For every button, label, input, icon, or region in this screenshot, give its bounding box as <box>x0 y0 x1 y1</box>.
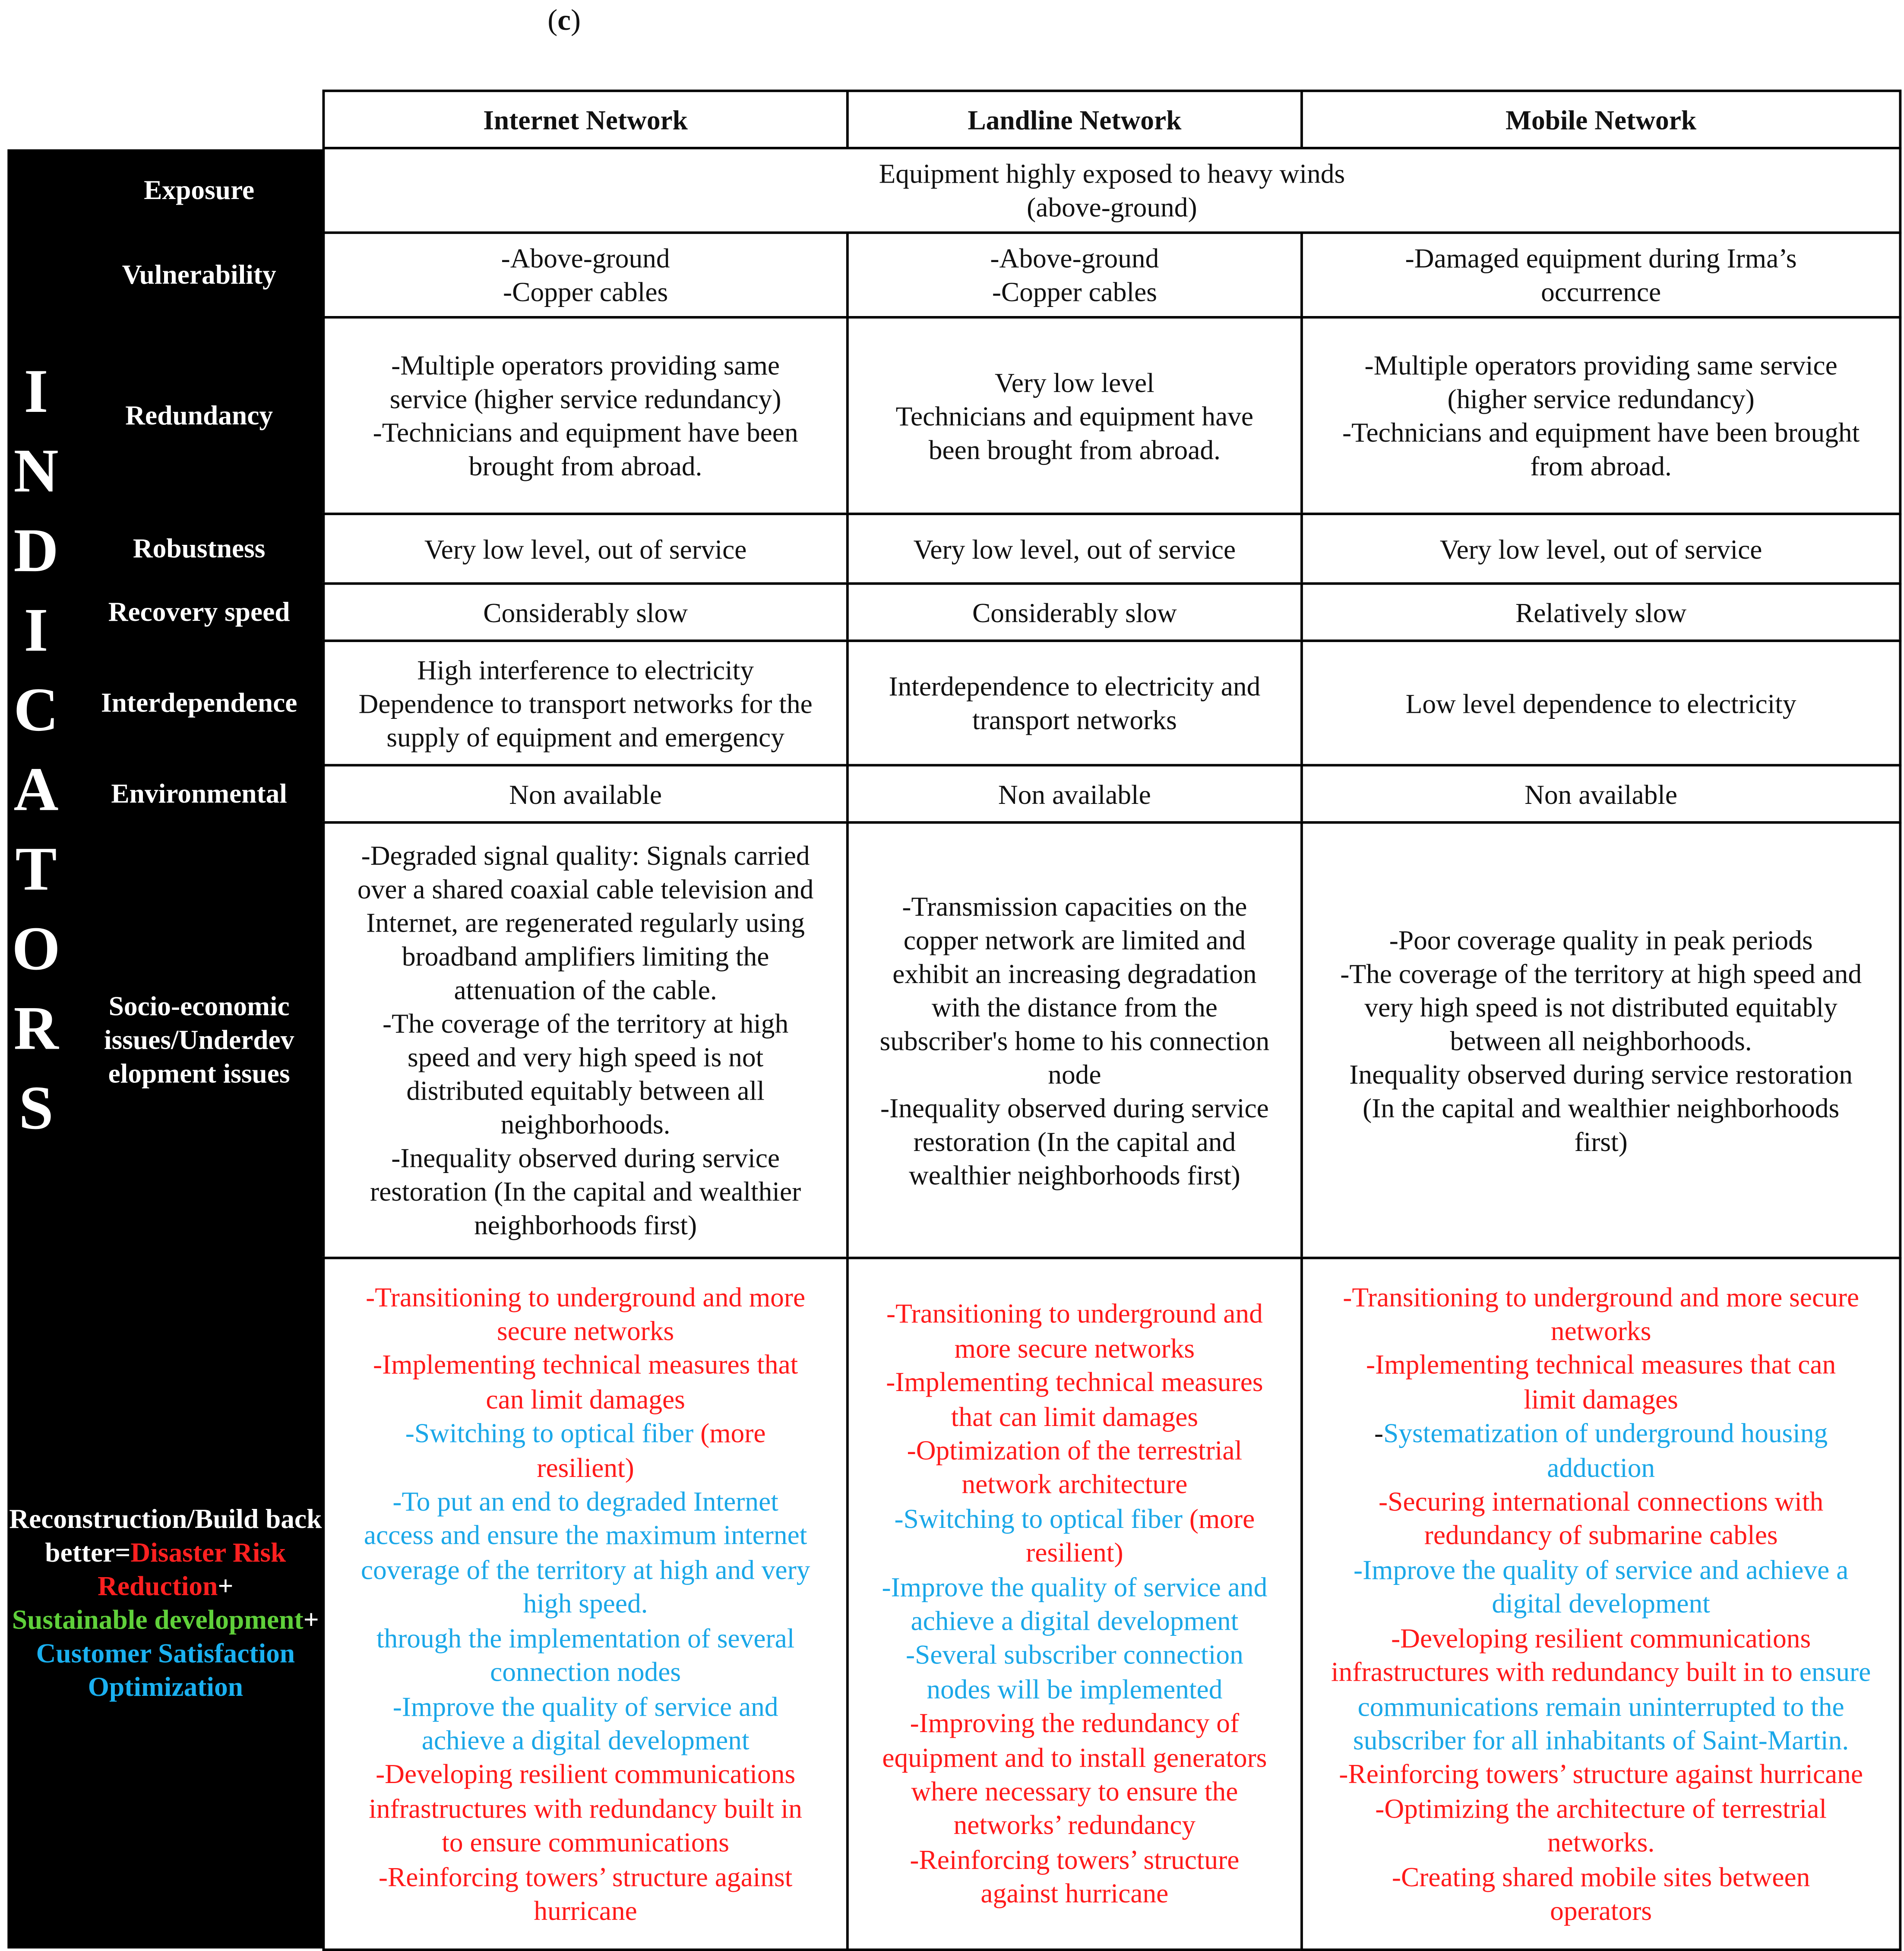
reco-label-disaster: Disaster Risk Reduction <box>98 1537 286 1602</box>
table-cell <box>1300 512 1901 585</box>
row-label <box>79 582 318 640</box>
column-header-landline-network: Landline Network <box>846 90 1303 149</box>
measure-item: -Developing resilient communications infrastructures with redundancy built in to ensure communications <box>369 1758 803 1858</box>
measure-item: -Improve the quality of service and achieve a digital development <box>392 1690 778 1756</box>
measure-text-dash: - <box>1374 1417 1384 1449</box>
indicators-letter: A <box>13 754 59 824</box>
indicators-letter: I <box>24 594 48 664</box>
reco-label-customer: Customer Satisfaction Optimization <box>36 1637 295 1702</box>
reconstruction-cell <box>323 1257 849 1951</box>
row-label <box>79 147 318 231</box>
row-label <box>79 764 318 822</box>
table-cell <box>846 512 1303 585</box>
row-label <box>79 316 318 512</box>
figure-label: (c) <box>547 5 581 38</box>
measure-text-blue: -Switching to optical fiber <box>894 1502 1183 1534</box>
row-label-text: Vulnerability <box>122 258 276 290</box>
measure-item <box>1331 1621 1871 1757</box>
cell-text: Non available <box>509 778 662 809</box>
reconstruction-label <box>7 1257 323 1948</box>
measure-item: -Optimizing the architecture of terrestrial networks. <box>1375 1793 1827 1858</box>
table-cell <box>323 582 849 642</box>
indicators-letter: S <box>19 1072 54 1142</box>
cell-text: Considerably slow <box>972 596 1177 628</box>
figure-letter: c <box>557 5 571 38</box>
row-label <box>79 231 318 316</box>
column-header-mobile-network: Mobile Network <box>1300 90 1901 149</box>
measure-item: -Improving the redundancy of equipment and to install generators where necessary to ensure the networks’ redundancy <box>882 1707 1267 1841</box>
table-cell <box>1300 582 1901 642</box>
measure-item: -Several subscriber connection nodes will be implemented <box>905 1639 1243 1704</box>
cell-text: -Above-ground -Copper cables <box>501 242 670 307</box>
cell-text: -Multiple operators providing same service (higher service redundancy) -Technicians and equipment have been brought from abroad. <box>373 349 798 482</box>
indicators-letter: O <box>12 913 60 983</box>
indicators-letter: T <box>15 833 57 904</box>
measure-item <box>895 1502 1255 1570</box>
cell-text: -Degraded signal quality: Signals carried over a shared coaxial cable television and Internet, are regenerated regularly using broadband amplifiers limiting the attenuation of the cable. -The coverage of the territory at high speed and very high speed is not distributed equitably between all neighborhoods. -Inequality observed during service restoration (In the capital and wealthier neighborhoods first) <box>357 840 814 1241</box>
measure-item: -Securing international connections with redundancy of submarine cables <box>1379 1486 1824 1551</box>
measure-item: -Implementing technical measures that can limit damages <box>373 1349 798 1415</box>
cell-text: Equipment highly exposed to heavy winds (above-ground) <box>879 158 1345 223</box>
reco-label-sustainable: Sustainable development <box>12 1603 304 1635</box>
measure-item: -Implementing technical measures that can limit damages <box>886 1366 1263 1432</box>
row-label-text: Redundancy <box>125 398 273 430</box>
table-cell <box>323 316 849 515</box>
row-label-text: Socio-economic issues/Underdev elopment issues <box>104 990 294 1088</box>
table-cell <box>323 231 849 319</box>
cell-text: Very low level Technicians and equipment have been brought from abroad. <box>895 366 1254 465</box>
cell-text: High interference to electricity Dependence to transport networks for the supply of equipment and emergency <box>358 654 813 753</box>
cell-text: Very low level, out of service <box>424 533 747 564</box>
cell-text: -Multiple operators providing same service (higher service redundancy) -Technicians and equipment have been brought from abroad. <box>1342 349 1860 482</box>
measure-item: -Reinforcing towers’ structure against hurricane <box>378 1861 793 1926</box>
cell-text: Interdependence to electricity and transport networks <box>889 670 1261 736</box>
measure-item: -Transitioning to underground and more secure networks <box>1343 1281 1860 1347</box>
table-cell <box>846 582 1303 642</box>
row-label-text: Exposure <box>144 174 255 205</box>
row-label <box>79 639 318 764</box>
indicators-vertical-title <box>10 351 62 1147</box>
cell-text: Very low level, out of service <box>1439 533 1762 564</box>
cell-text: -Transmission capacities on the copper network are limited and exhibit an increasing degradation with the distance from the subscriber's home to his connection node -Inequality observed during service restoration (In the capital and wealthier neighborhoods first) <box>879 890 1270 1190</box>
measure-item <box>405 1416 766 1484</box>
cell-text: Non available <box>998 778 1151 809</box>
row-label-text: Environmental <box>111 777 287 808</box>
table-cell <box>323 821 849 1259</box>
table-cell <box>1300 231 1901 319</box>
cell-text: Low level dependence to electricity <box>1405 687 1796 719</box>
indicators-letter: C <box>13 674 59 744</box>
table-cell <box>323 764 849 824</box>
measure-item: -To put an end to degraded Internet access and ensure the maximum internet coverage of the territory at high and very high speed. through the implementation of several connection nodes <box>361 1486 810 1688</box>
measure-item: -Implementing technical measures that can limit damages <box>1366 1349 1836 1415</box>
cell-text: Considerably slow <box>483 596 688 628</box>
column-header-internet-network: Internet Network <box>323 90 849 149</box>
measure-text-red: (more resilient) <box>1026 1502 1255 1568</box>
table-cell <box>1300 764 1901 824</box>
table-cell <box>846 821 1303 1259</box>
merged-cell <box>323 147 1902 234</box>
row-label <box>79 512 318 582</box>
measure-text-blue: Systematization of underground housing adduction <box>1383 1417 1828 1483</box>
row-label-text: Robustness <box>133 532 266 563</box>
measure-text-red: (more resilient) <box>537 1417 766 1483</box>
measure-item: -Creating shared mobile sites between operators <box>1392 1861 1810 1926</box>
reco-label-plus1: + <box>218 1570 234 1602</box>
cell-text: Non available <box>1524 778 1678 809</box>
indicators-letter: D <box>13 515 59 585</box>
cell-text: -Poor coverage quality in peak periods -The coverage of the territory at high speed and very high speed is not distributed equitably between all neighborhoods. Inequality observed during service restoration (In the capital and wealthier neighborhoods first) <box>1340 923 1862 1157</box>
reco-label-plus2: + <box>303 1603 319 1635</box>
table-cell <box>846 316 1303 515</box>
table-cell <box>1300 316 1901 515</box>
measure-item: -Transitioning to underground and more secure networks <box>366 1281 806 1347</box>
reconstruction-cell <box>846 1257 1303 1951</box>
measure-item: -Improve the quality of service and achieve a digital development <box>882 1571 1268 1636</box>
table-cell <box>1300 639 1901 766</box>
indicators-letter: I <box>24 356 48 426</box>
cell-text: Very low level, out of service <box>913 533 1236 564</box>
table-cell <box>846 639 1303 766</box>
cell-text: -Damaged equipment during Irma’s occurrence <box>1405 242 1797 307</box>
indicators-letter: N <box>13 435 59 506</box>
table-cell <box>323 639 849 766</box>
measure-item: -Reinforcing towers’ structure against hurricane <box>910 1843 1240 1909</box>
measure-item: -Transitioning to underground and more secure networks <box>886 1298 1263 1363</box>
measure-text-blue: -Switching to optical fiber <box>405 1417 694 1449</box>
measure-item: -Optimization of the terrestrial network architecture <box>907 1434 1243 1500</box>
cell-text: Relatively slow <box>1515 596 1687 628</box>
measure-text-blue: ensure communications remain uninterrupted to the subscriber for all inhabitants of Saint-Martin. <box>1353 1656 1871 1756</box>
reconstruction-cell <box>1300 1257 1901 1951</box>
row-label <box>79 821 318 1257</box>
reco-label-part1: Reconstruction/Build back better= <box>9 1503 322 1568</box>
measure-item: -Reinforcing towers’ structure against hurricane <box>1339 1758 1863 1790</box>
cell-text: -Above-ground -Copper cables <box>990 242 1159 307</box>
table-cell <box>323 512 849 585</box>
measure-item <box>1374 1416 1828 1484</box>
measure-item: -Improve the quality of service and achieve a digital development <box>1354 1554 1849 1619</box>
row-label-text: Interdependence <box>101 686 297 718</box>
row-label-text: Recovery speed <box>108 595 290 627</box>
table-cell <box>1300 821 1901 1259</box>
table-cell <box>846 764 1303 824</box>
table-cell <box>846 231 1303 319</box>
measure-text-red: -Developing resilient communications infrastructures with redundancy built in to <box>1331 1622 1811 1688</box>
indicators-letter: R <box>13 993 59 1063</box>
